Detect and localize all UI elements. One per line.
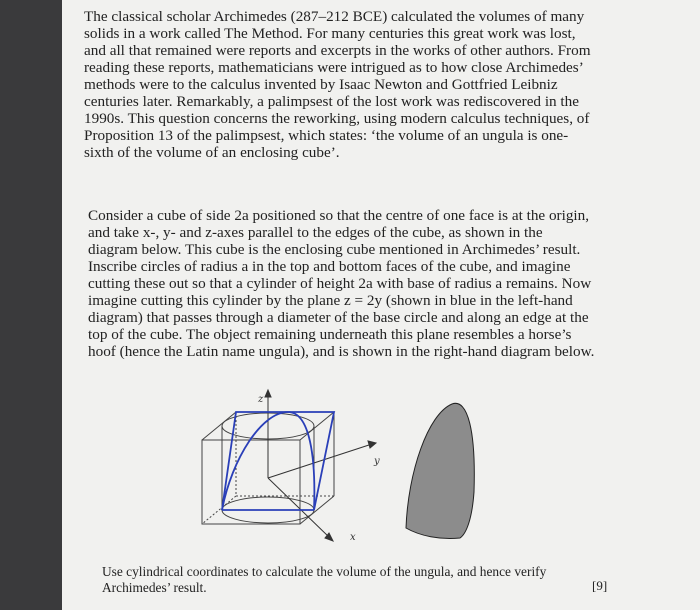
setup-paragraph: Consider a cube of side 2a positioned so that the centre of one face is at the origin, and take x-, y- and z-axes parallel to the edges of the cube, as shown in the diagram below. This cube is the enclosing cube mentioned in Archimedes’ result. Inscribe circles of radius a in the top and bottom faces of the cube, and imagine cutting these out so that a cylinder of height 2a with base of radius a remains. Now imagine cutting this cylinder by the plane z = 2y (shown in blue in the left-hand diagram) that passes through a diameter of the base circle and along an edge at the top of the cube. The object remaining underneath this plane resembles a horse’s hoof (hence the Latin name ungula), and is shown in the right-hand diagram below. <box>88 207 595 360</box>
page <box>62 0 700 610</box>
z-axis-arrow <box>265 390 271 397</box>
ungula-solid <box>406 403 474 538</box>
y-axis-arrow <box>368 441 376 448</box>
ungula-diagram <box>400 392 480 542</box>
x-axis <box>268 478 330 538</box>
cube-diagram <box>192 388 392 548</box>
x-axis-label: x <box>350 532 356 543</box>
marks-label: [9] <box>592 578 608 593</box>
y-axis-label: y <box>374 456 380 467</box>
y-axis <box>268 444 372 478</box>
question-text: Use cylindrical coordinates to calculate the volume of the ungula, and hence verify Archimedes’ result. <box>102 564 547 595</box>
intro-paragraph: The classical scholar Archimedes (287–212 BCE) calculated the volumes of many solids in a work called The Method. For many centuries this great work was lost, and all that remained were reports and excerpts in the works of other authors. From reading these reports, mathematicians were intrigued as to how close Archimedes’ methods were to the calculus invented by Isaac Newton and Gottfried Leibniz centuries later. Remarkably, a palimpsest of the lost work was rediscovered in the 1990s. This question concerns the reworking, using modern calculus techniques, of Proposition 13 of the palimpsest, which states: ‘the volume of an ungula is one-sixth of the volume of an enclosing cube’. <box>84 8 591 161</box>
z-axis-label: z <box>258 394 264 405</box>
